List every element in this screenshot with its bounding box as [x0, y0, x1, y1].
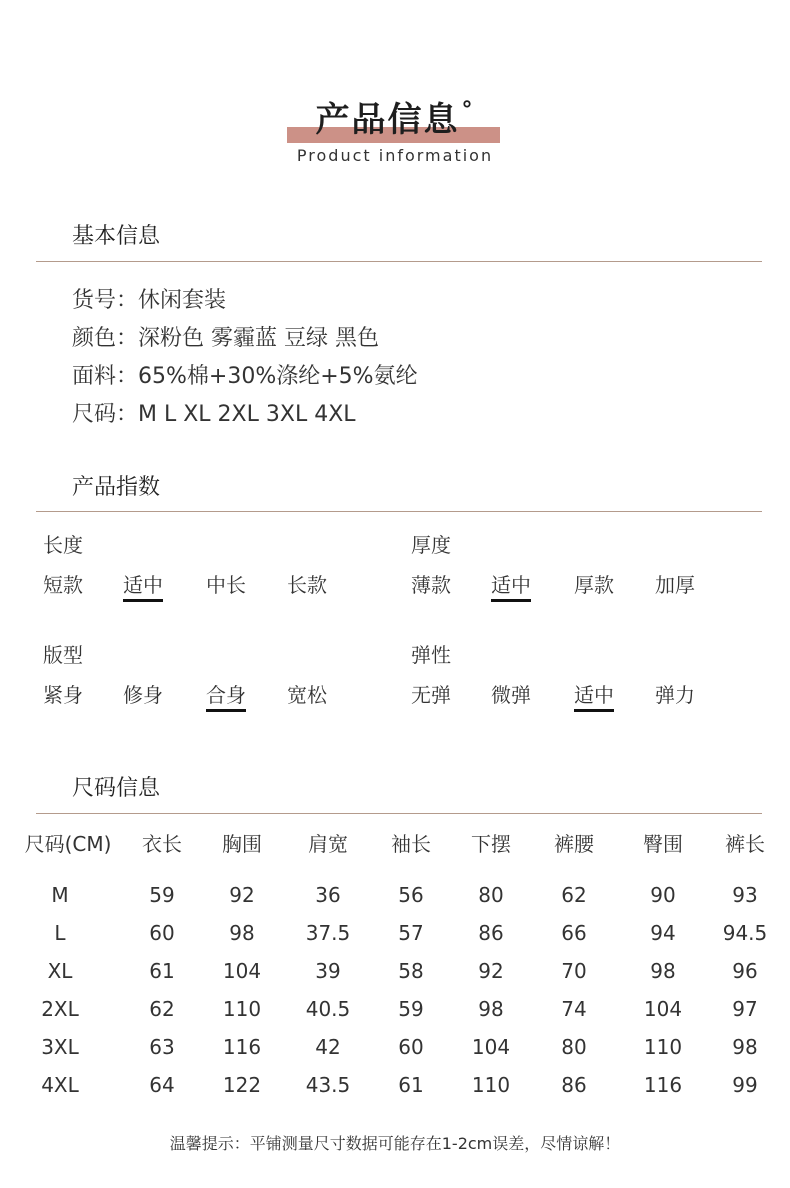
index-label-fit: 版型 [43, 643, 83, 667]
measurement-note: 温馨提示：平铺测量尺寸数据可能存在1-2cm误差，尽情谅解！ [169, 1134, 621, 1153]
info-label: 面料： [72, 364, 139, 389]
index-option-selected: 适中 [574, 679, 614, 712]
index-option-selected: 适中 [491, 569, 531, 602]
table-row-size-label: M [51, 883, 69, 907]
table-cell: 64 [149, 1073, 175, 1097]
table-cell: 90 [650, 883, 676, 907]
page-title-text: 产品信息 [315, 100, 460, 140]
section-title-size: 尺码信息 [72, 776, 161, 801]
table-cell: 80 [561, 1035, 587, 1059]
info-row-sku [72, 283, 226, 314]
index-label-elasticity: 弹性 [411, 643, 451, 667]
index-option: 长款 [287, 573, 327, 597]
index-option: 加厚 [655, 573, 695, 597]
table-cell: 74 [561, 997, 587, 1021]
divider-basic [36, 261, 762, 262]
table-cell: 94.5 [722, 921, 768, 945]
table-cell: 58 [398, 959, 424, 983]
section-title-basic: 基本信息 [72, 224, 161, 249]
table-header-cell: 袖长 [391, 832, 431, 856]
table-cell: 80 [478, 883, 504, 907]
table-row-size-label: XL [47, 959, 73, 983]
table-cell: 86 [561, 1073, 587, 1097]
table-header-cell: 下摆 [471, 832, 511, 856]
table-cell: 37.5 [305, 921, 351, 945]
table-cell: 59 [149, 883, 175, 907]
table-cell: 104 [222, 959, 262, 983]
table-cell: 60 [149, 921, 175, 945]
table-cell: 104 [643, 997, 683, 1021]
table-header-cell: 裤腰 [554, 832, 594, 856]
table-cell: 92 [229, 883, 255, 907]
table-row-size-label: 3XL [41, 1035, 79, 1059]
index-option-selected: 合身 [206, 679, 246, 712]
table-cell: 59 [398, 997, 424, 1021]
section-title-indices: 产品指数 [72, 475, 161, 500]
table-cell: 56 [398, 883, 424, 907]
table-cell: 93 [732, 883, 758, 907]
table-cell: 98 [732, 1035, 758, 1059]
table-cell: 42 [315, 1035, 341, 1059]
table-cell: 110 [222, 997, 262, 1021]
table-cell: 98 [229, 921, 255, 945]
info-label: 货号： [72, 288, 139, 313]
table-row-size-label: 4XL [41, 1073, 79, 1097]
page-title [0, 92, 790, 141]
table-cell: 66 [561, 921, 587, 945]
table-cell: 97 [732, 997, 758, 1021]
table-header-cell: 衣长 [142, 832, 182, 856]
info-row-size [72, 397, 356, 428]
info-row-color [72, 321, 379, 352]
table-header-cell: 尺码(CM) [24, 832, 112, 856]
table-cell: 98 [478, 997, 504, 1021]
table-cell: 61 [149, 959, 175, 983]
table-header-cell: 裤长 [725, 832, 765, 856]
info-label: 尺码： [72, 402, 139, 427]
table-cell: 116 [643, 1073, 683, 1097]
index-option: 微弹 [491, 683, 531, 707]
table-cell: 36 [315, 883, 341, 907]
info-value: M L XL 2XL 3XL 4XL [138, 402, 356, 427]
index-option: 紧身 [43, 683, 83, 707]
table-row-size-label: L [54, 921, 66, 945]
page-subtitle: Product information [296, 146, 494, 165]
index-option: 宽松 [287, 683, 327, 707]
table-header-cell: 臀围 [643, 832, 683, 856]
table-cell: 104 [471, 1035, 511, 1059]
index-label-length: 长度 [43, 533, 83, 557]
index-option: 短款 [43, 573, 83, 597]
index-option: 弹力 [655, 683, 695, 707]
table-cell: 39 [315, 959, 341, 983]
index-option: 厚款 [574, 573, 614, 597]
table-cell: 94 [650, 921, 676, 945]
table-cell: 110 [471, 1073, 511, 1097]
table-cell: 122 [222, 1073, 262, 1097]
divider-indices [36, 511, 762, 512]
table-header-cell: 肩宽 [308, 832, 348, 856]
index-label-thickness: 厚度 [411, 533, 451, 557]
divider-size [36, 813, 762, 814]
table-cell: 40.5 [305, 997, 351, 1021]
table-cell: 110 [643, 1035, 683, 1059]
table-cell: 92 [478, 959, 504, 983]
table-cell: 116 [222, 1035, 262, 1059]
table-cell: 96 [732, 959, 758, 983]
table-cell: 70 [561, 959, 587, 983]
table-cell: 98 [650, 959, 676, 983]
degree-mark: ° [461, 98, 475, 123]
info-value: 休闲套装 [138, 288, 227, 313]
info-label: 颜色： [72, 326, 139, 351]
info-row-fabric [72, 359, 418, 390]
index-option: 修身 [123, 683, 163, 707]
table-cell: 86 [478, 921, 504, 945]
table-cell: 57 [398, 921, 424, 945]
info-value: 65%棉+30%涤纶+5%氨纶 [138, 364, 418, 389]
index-option: 中长 [206, 573, 246, 597]
table-cell: 62 [149, 997, 175, 1021]
index-option: 薄款 [411, 573, 451, 597]
table-cell: 61 [398, 1073, 424, 1097]
table-cell: 43.5 [305, 1073, 351, 1097]
index-option: 无弹 [411, 683, 451, 707]
table-row-size-label: 2XL [41, 997, 79, 1021]
index-option-selected: 适中 [123, 569, 163, 602]
info-value: 深粉色 雾霾蓝 豆绿 黑色 [138, 326, 379, 351]
table-cell: 60 [398, 1035, 424, 1059]
table-cell: 63 [149, 1035, 175, 1059]
table-cell: 62 [561, 883, 587, 907]
table-header-cell: 胸围 [222, 832, 262, 856]
table-cell: 99 [732, 1073, 758, 1097]
